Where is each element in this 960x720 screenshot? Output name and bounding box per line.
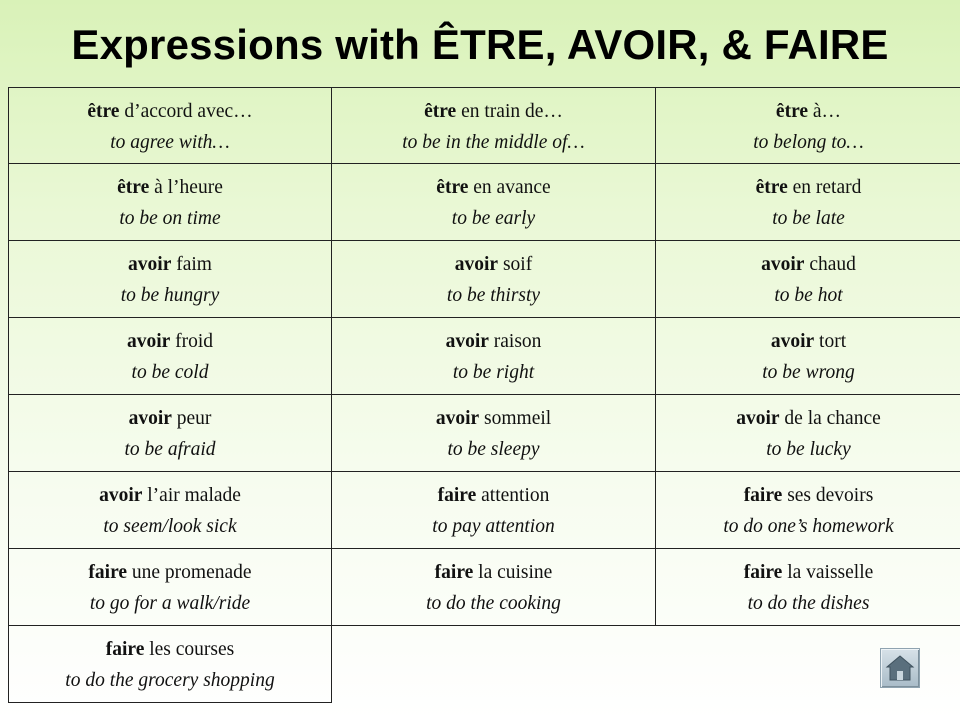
french-expression (424, 96, 563, 127)
english-translation: to belong to… (753, 131, 864, 153)
expression-verb: être (755, 177, 788, 198)
expression-verb: avoir (736, 408, 780, 429)
expression-cell (656, 318, 960, 395)
expression-rest: tort (814, 331, 847, 352)
expression-verb: être (87, 100, 120, 122)
expression-rest: chaud (804, 254, 856, 275)
expression-rest: peur (171, 408, 212, 429)
expression-verb: faire (743, 562, 783, 583)
english-translation: to do the dishes (747, 593, 870, 614)
expression-rest: soif (498, 254, 533, 275)
expression-cell (8, 626, 332, 703)
french-expression (87, 96, 252, 127)
french-expression (446, 326, 542, 357)
expression-cell (332, 472, 656, 549)
expression-cell (656, 241, 960, 318)
expression-cell (656, 164, 960, 241)
expression-cell (8, 164, 332, 241)
expression-verb: être (436, 177, 469, 198)
expression-rest: une promenade (127, 562, 252, 583)
french-expression (435, 557, 553, 588)
expression-cell (656, 549, 960, 626)
expression-verb: avoir (454, 254, 499, 275)
expression-cell (8, 549, 332, 626)
expression-verb: avoir (99, 485, 143, 506)
english-translation: to be in the middle of… (402, 131, 585, 153)
expression-cell (656, 87, 960, 164)
english-translation: to agree with… (110, 131, 230, 153)
home-icon (885, 654, 915, 682)
french-expression (756, 172, 862, 203)
expression-verb: être (424, 100, 457, 122)
expression-rest: d’accord avec… (119, 100, 253, 122)
expression-rest: en avance (468, 177, 551, 198)
expression-rest: faim (171, 254, 212, 275)
english-translation: to do the grocery shopping (65, 670, 275, 691)
expression-verb: avoir (128, 254, 172, 275)
french-expression (744, 480, 874, 511)
expression-rest: la vaisselle (782, 562, 874, 583)
english-translation: to be wrong (762, 362, 855, 383)
english-translation: to do the cooking (426, 593, 561, 614)
expression-cell (8, 241, 332, 318)
french-expression (117, 172, 223, 203)
expression-verb: être (775, 100, 809, 122)
french-expression (436, 403, 551, 434)
expression-cell (332, 549, 656, 626)
french-expression (99, 480, 241, 511)
expression-rest: à l’heure (149, 177, 223, 198)
english-translation: to be on time (119, 208, 221, 229)
english-translation: to pay attention (432, 516, 555, 537)
english-translation: to seem/look sick (103, 516, 237, 537)
expression-cell (332, 318, 656, 395)
english-translation: to be hot (774, 285, 843, 306)
expression-verb: faire (743, 485, 783, 506)
expression-cell (332, 395, 656, 472)
english-translation: to be cold (131, 362, 209, 383)
french-expression (129, 403, 212, 434)
expression-cell (332, 87, 656, 164)
expression-cell (656, 472, 960, 549)
expression-cell (332, 241, 656, 318)
french-expression (455, 249, 532, 280)
expressions-table (8, 87, 960, 703)
expression-rest: en train de… (456, 100, 563, 122)
english-translation: to be late (772, 208, 845, 229)
expression-rest: en retard (787, 177, 862, 198)
french-expression (436, 172, 550, 203)
expression-verb: faire (88, 562, 128, 583)
french-expression (438, 480, 550, 511)
expression-rest: froid (170, 331, 214, 352)
expression-rest: la cuisine (473, 562, 553, 583)
expression-rest: attention (476, 485, 550, 506)
expression-rest: de la chance (779, 408, 881, 429)
french-expression (744, 557, 874, 588)
french-expression (128, 249, 212, 280)
expression-cell (332, 164, 656, 241)
expression-rest: ses devoirs (782, 485, 874, 506)
expression-rest: les courses (144, 639, 235, 660)
english-translation: to be thirsty (446, 285, 541, 306)
english-translation: to be lucky (766, 439, 851, 460)
english-translation: to be early (451, 208, 536, 229)
french-expression (106, 634, 235, 665)
english-translation: to be right (452, 362, 535, 383)
french-expression (761, 249, 856, 280)
slide-title: Expressions with ÊTRE, AVOIR, & FAIRE (71, 21, 889, 68)
expression-verb: avoir (445, 331, 489, 352)
expression-rest: sommeil (479, 408, 552, 429)
expression-verb: faire (434, 562, 474, 583)
expression-verb: avoir (435, 408, 480, 429)
french-expression (776, 96, 841, 127)
expression-rest: l’air malade (142, 485, 241, 506)
english-translation: to be hungry (120, 285, 220, 306)
expression-cell (8, 395, 332, 472)
english-translation: to be sleepy (447, 439, 540, 460)
french-expression (736, 403, 881, 434)
french-expression (771, 326, 846, 357)
expression-cell (8, 318, 332, 395)
english-translation: to go for a walk/ride (89, 593, 251, 614)
expression-cell (656, 395, 960, 472)
expression-cell (8, 87, 332, 164)
french-expression (88, 557, 251, 588)
expression-verb: avoir (761, 254, 805, 275)
expression-verb: avoir (128, 408, 172, 429)
expression-verb: faire (105, 639, 145, 660)
french-expression (127, 326, 213, 357)
home-button[interactable] (880, 648, 920, 688)
expression-verb: avoir (126, 331, 171, 352)
expression-rest: à… (808, 100, 842, 122)
expression-verb: être (117, 177, 150, 198)
english-translation: to be afraid (124, 439, 216, 460)
english-translation: to do one’s homework (723, 516, 894, 537)
expression-verb: faire (437, 485, 477, 506)
expression-rest: raison (488, 331, 542, 352)
expression-verb: avoir (770, 331, 815, 352)
expression-cell (8, 472, 332, 549)
